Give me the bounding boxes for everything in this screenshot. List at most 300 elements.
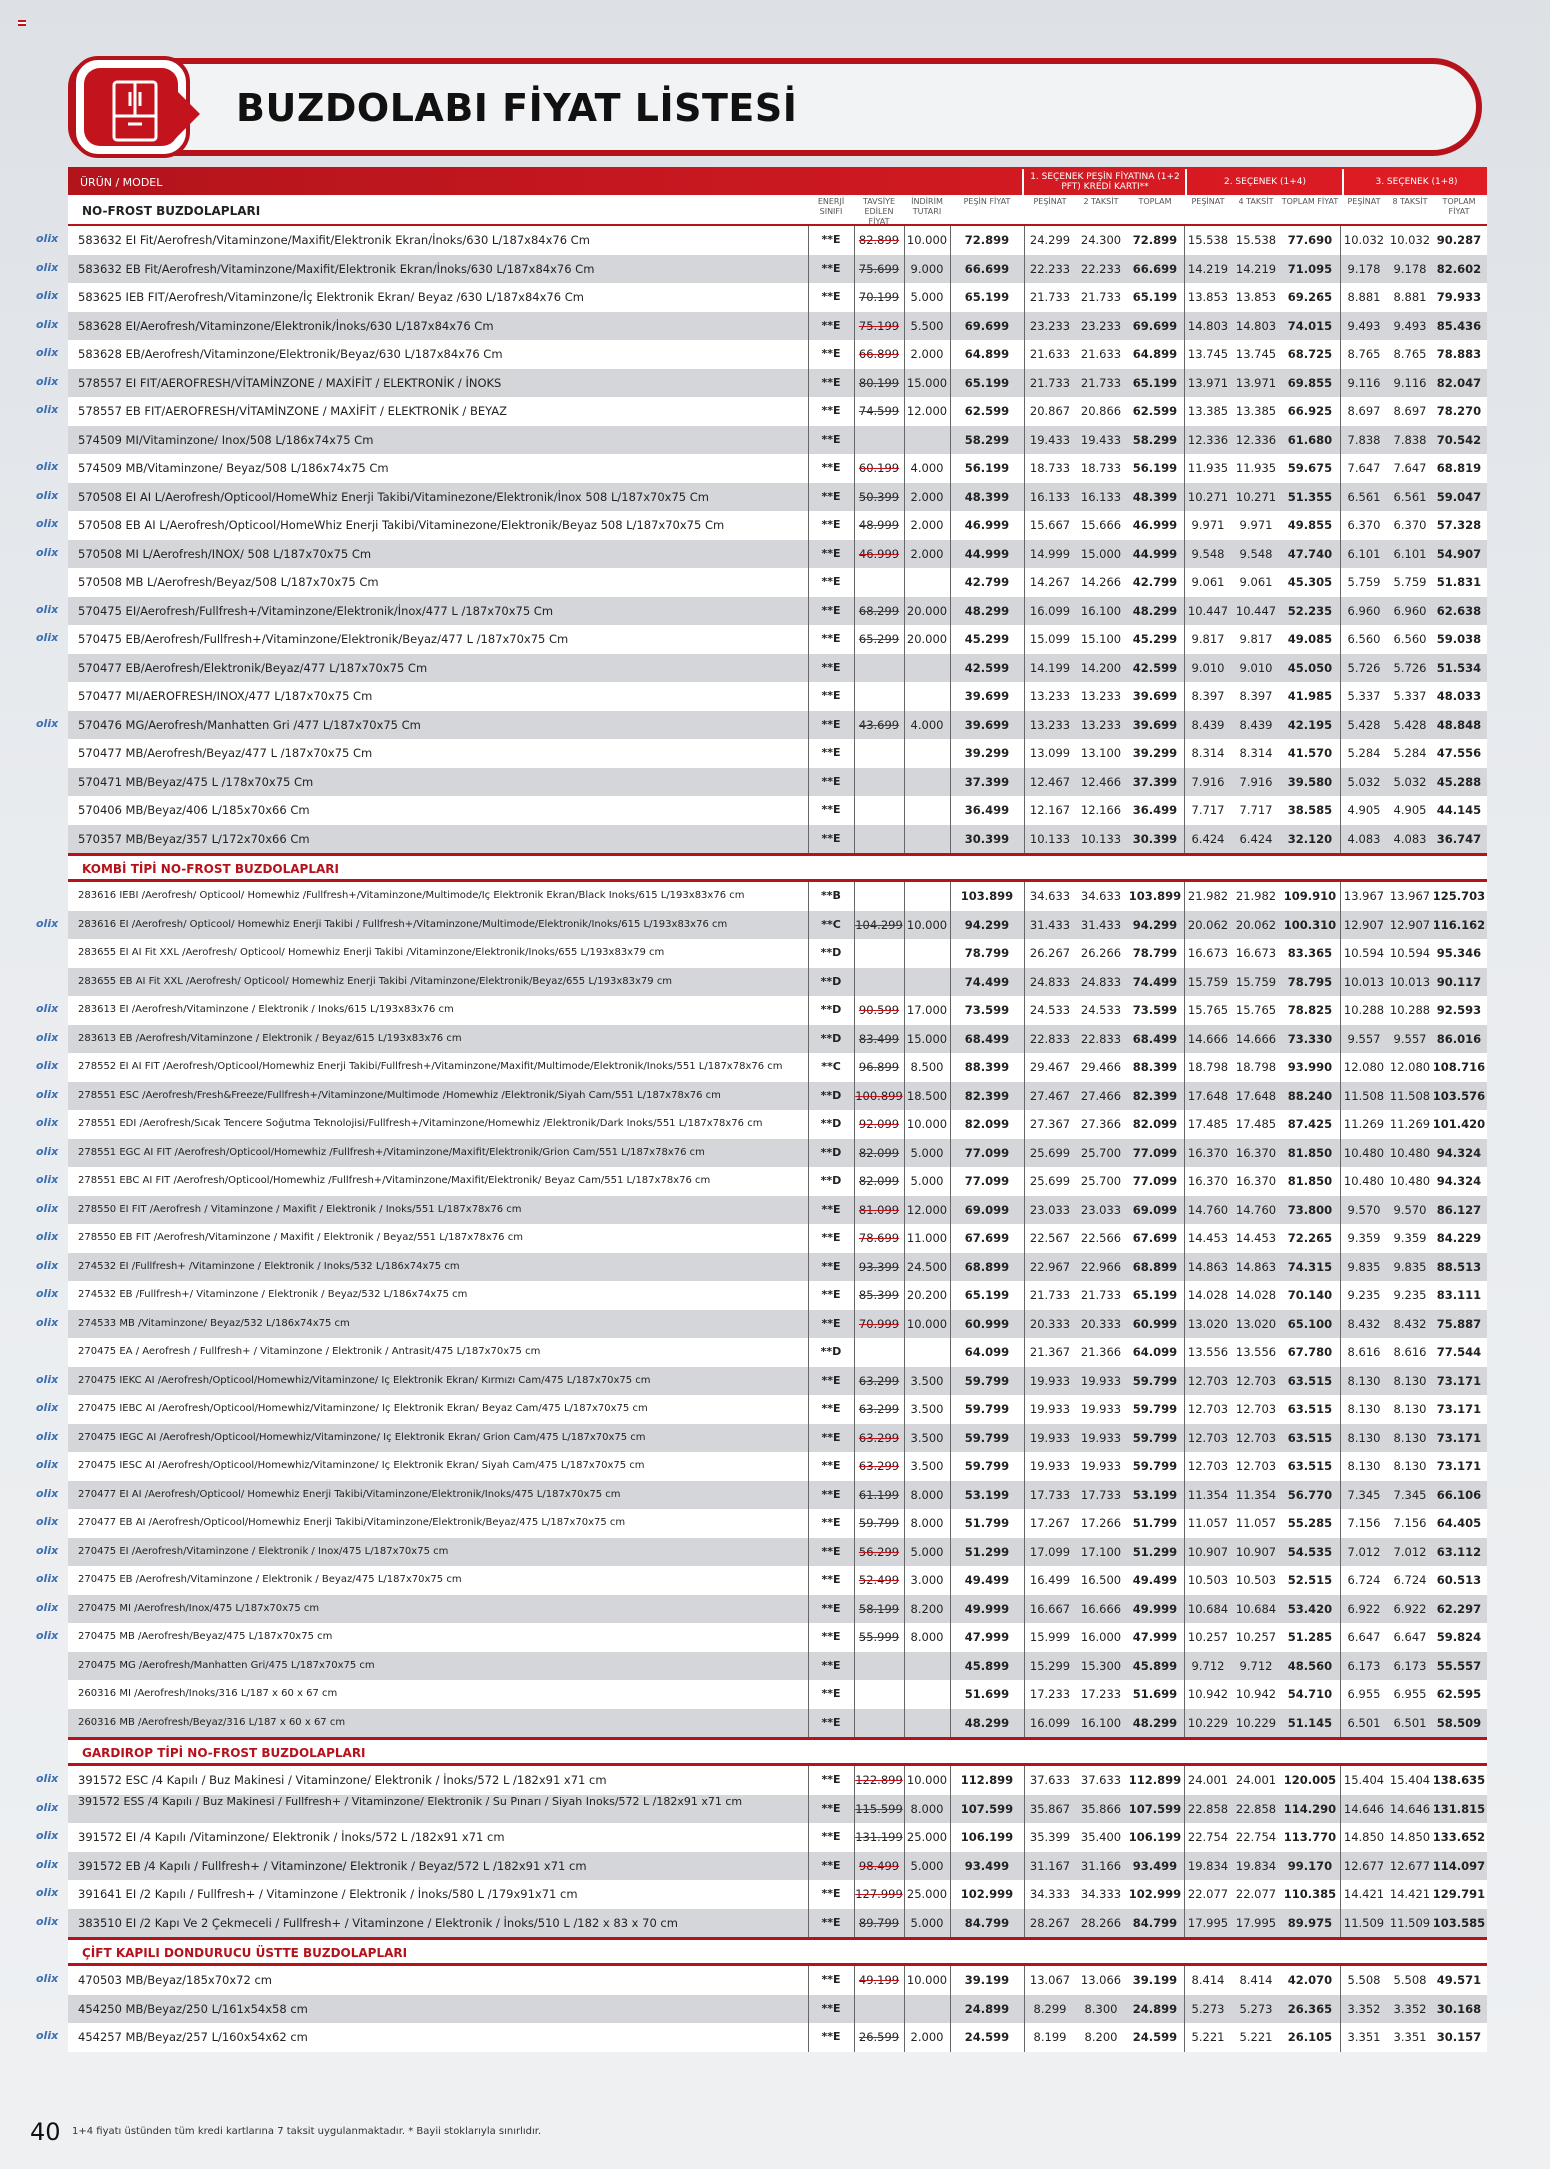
cell-i: 6.101 [1347, 546, 1381, 561]
brand-logo: olix [36, 1972, 59, 1985]
column-divider [854, 1766, 855, 1795]
cell-f: 8.314 [1191, 746, 1225, 760]
cell-i: 7.012 [1347, 1544, 1381, 1559]
column-divider [1024, 968, 1025, 997]
cell-b: 27.366 [1080, 1117, 1122, 1131]
cell-i: 8.765 [1347, 347, 1381, 361]
column-divider [904, 1224, 905, 1253]
cell-g: 9.971 [1239, 518, 1273, 532]
brand-logo: olix [36, 460, 59, 473]
cell-k: 90.287 [1436, 233, 1482, 247]
cell-h: 63.515 [1287, 1373, 1333, 1388]
header-option2: 2. SEÇENEK (1+4) [1185, 169, 1343, 195]
column-divider [1184, 625, 1185, 654]
column-divider [854, 226, 855, 255]
cell-b: 25.700 [1080, 1174, 1122, 1188]
column-divider [854, 255, 855, 284]
column-divider [854, 597, 855, 626]
cell-g: 20.062 [1235, 917, 1277, 932]
column-divider [808, 911, 809, 940]
cell-j: 6.370 [1393, 518, 1427, 532]
cell-i: 7.345 [1347, 1487, 1381, 1502]
energy-class: **E [821, 1801, 841, 1815]
cell-i: 6.960 [1347, 603, 1381, 618]
column-divider [854, 340, 855, 369]
column-divider [1184, 739, 1185, 768]
cell-c: 107.599 [1128, 1801, 1182, 1816]
cell-b: 35.866 [1080, 1801, 1122, 1816]
table-row [36, 1452, 1487, 1481]
cell-d: 2.000 [910, 489, 944, 504]
cell-g: 17.995 [1235, 1915, 1277, 1930]
cell-s: 96.899 [858, 1060, 900, 1074]
column-divider [950, 1595, 951, 1624]
cell-h: 61.680 [1287, 432, 1333, 447]
cell-g: 16.370 [1235, 1145, 1277, 1160]
column-divider [950, 1995, 951, 2024]
table-row [68, 882, 1487, 911]
column-divider [950, 1538, 951, 1567]
cell-p: 47.999 [964, 1630, 1010, 1644]
column-divider [950, 397, 951, 426]
model-name: 570508 MI L/Aerofresh/INOX/ 508 L/187x70x75 Cm [78, 546, 372, 561]
energy-class: **D [820, 1145, 842, 1159]
column-divider [904, 312, 905, 341]
cell-a: 23.033 [1029, 1202, 1071, 1217]
column-divider [808, 939, 809, 968]
column-divider [808, 1053, 809, 1082]
cell-b: 20.866 [1080, 404, 1122, 418]
energy-class: **E [821, 2001, 841, 2015]
cell-a: 25.699 [1029, 1145, 1071, 1160]
cell-a: 14.267 [1029, 575, 1071, 589]
cell-p: 64.899 [964, 347, 1010, 361]
column-divider [950, 1196, 951, 1225]
cell-s: 63.299 [858, 1373, 900, 1388]
column-divider [1340, 1795, 1341, 1824]
energy-class: **E [821, 461, 841, 474]
column-divider [904, 1709, 905, 1738]
column-divider [808, 1367, 809, 1396]
column-divider [808, 1452, 809, 1481]
cell-s: 48.999 [858, 518, 900, 532]
cell-g: 9.817 [1239, 632, 1273, 646]
column-divider [1340, 1680, 1341, 1709]
column-divider [808, 426, 809, 455]
cell-b: 31.166 [1080, 1858, 1122, 1873]
cell-j: 6.922 [1393, 1601, 1427, 1616]
column-divider [904, 1852, 905, 1881]
brand-logo: olix [36, 346, 59, 359]
section-title: ÇİFT KAPILI DONDURUCU ÜSTTE BUZDOLAPLARI [82, 1946, 408, 1960]
brand-logo: olix [36, 716, 59, 730]
cell-f: 10.907 [1187, 1544, 1229, 1559]
cell-j: 9.835 [1393, 1259, 1427, 1274]
model-name: 270475 IEKC AI /Aerofresh/Opticool/Homewhiz/Vitaminzone/ İç Elektronik Ekran/ Kırmızı Cam/475 L/187x70x75 cm [78, 1374, 651, 1386]
cell-j: 8.881 [1393, 290, 1427, 304]
brand-logo: olix [36, 2029, 59, 2042]
cell-c: 68.499 [1132, 1031, 1178, 1046]
cell-i: 5.508 [1347, 1973, 1381, 1987]
table-row [36, 397, 1487, 426]
cell-s: 43.699 [858, 717, 900, 732]
model-name: 270475 IESC AI /Aerofresh/Opticool/Homewhiz/Vitaminzone/ İç Elektronik Ekran/ Siyah Cam/475 L/187x70x75 cm [78, 1460, 645, 1471]
cell-d: 8.000 [910, 1630, 944, 1644]
column-divider [1184, 1082, 1185, 1111]
column-divider [808, 1338, 809, 1367]
column-divider [950, 911, 951, 940]
cell-p: 77.099 [964, 1174, 1010, 1188]
cell-k: 82.602 [1436, 261, 1482, 276]
column-divider [950, 882, 951, 911]
model-name: 270475 EA / Aerofresh / Fullfresh+ / Vitaminzone / Elektronik / Antrasit/475 L/187x70x75 cm [78, 1346, 541, 1357]
cell-g: 15.538 [1235, 233, 1277, 247]
column-divider [1024, 768, 1025, 797]
column-divider [808, 1852, 809, 1881]
table-row [36, 340, 1487, 369]
cell-g: 24.001 [1235, 1773, 1277, 1787]
column-divider [854, 1139, 855, 1168]
column-divider [808, 711, 809, 740]
column-divider [1184, 1481, 1185, 1510]
cell-i: 9.178 [1347, 261, 1381, 276]
column-divider [1340, 1852, 1341, 1881]
cell-d: 24.500 [906, 1259, 948, 1274]
cell-g: 7.717 [1239, 803, 1273, 817]
cell-g: 13.385 [1235, 404, 1277, 418]
column-divider [808, 1623, 809, 1652]
brand-logo: olix [36, 403, 59, 416]
cell-f: 9.061 [1191, 575, 1225, 589]
cell-s: 46.999 [858, 546, 900, 561]
cell-j: 12.080 [1389, 1060, 1431, 1074]
cell-a: 17.099 [1029, 1544, 1071, 1559]
table-row [36, 1139, 1487, 1168]
cell-j: 13.967 [1389, 889, 1431, 903]
column-divider [854, 1652, 855, 1681]
cell-f: 9.817 [1191, 632, 1225, 646]
cell-k: 64.405 [1436, 1516, 1482, 1530]
table-row [36, 1966, 1487, 1995]
cell-h: 41.985 [1287, 689, 1333, 703]
column-divider [904, 397, 905, 426]
cell-c: 62.599 [1132, 404, 1178, 418]
column-divider [1340, 1281, 1341, 1310]
cell-c: 53.199 [1132, 1487, 1178, 1502]
cell-g: 14.219 [1235, 261, 1277, 276]
column-divider [854, 1452, 855, 1481]
cell-a: 20.867 [1029, 404, 1071, 418]
column-divider [950, 1509, 951, 1538]
cell-k: 94.324 [1436, 1174, 1482, 1188]
column-divider [1340, 1623, 1341, 1652]
section-title: NO-FROST BUZDOLAPLARI [82, 204, 261, 218]
cell-h: 49.085 [1287, 632, 1333, 646]
cell-k: 86.127 [1436, 1202, 1482, 1217]
cell-i: 6.561 [1347, 489, 1381, 504]
column-divider [1184, 454, 1185, 483]
column-divider [854, 1424, 855, 1453]
column-divider [1024, 1538, 1025, 1567]
cell-k: 68.819 [1436, 461, 1482, 475]
column-divider [854, 911, 855, 940]
column-divider [904, 825, 905, 854]
cell-f: 10.257 [1187, 1630, 1229, 1644]
cell-a: 22.833 [1029, 1031, 1071, 1046]
cell-i: 12.080 [1343, 1060, 1385, 1074]
cell-k: 62.595 [1436, 1687, 1482, 1701]
cell-k: 101.420 [1432, 1117, 1486, 1131]
cell-g: 8.414 [1239, 1973, 1273, 1987]
column-divider [904, 1652, 905, 1681]
cell-p: 58.299 [964, 432, 1010, 447]
cell-c: 82.399 [1132, 1088, 1178, 1103]
cell-p: 24.899 [964, 2001, 1010, 2016]
cell-c: 60.999 [1132, 1316, 1178, 1331]
cell-c: 47.999 [1132, 1630, 1178, 1644]
column-divider [808, 597, 809, 626]
column-divider [1184, 540, 1185, 569]
cell-g: 10.942 [1235, 1687, 1277, 1701]
column-divider [1340, 1025, 1341, 1054]
column-divider [854, 711, 855, 740]
column-divider [950, 1880, 951, 1909]
cell-f: 13.020 [1187, 1316, 1229, 1331]
cell-a: 14.999 [1029, 546, 1071, 561]
column-divider [904, 369, 905, 398]
column-divider [808, 1025, 809, 1054]
cell-j: 8.697 [1393, 404, 1427, 418]
cell-d: 3.500 [910, 1402, 944, 1416]
cell-j: 12.677 [1389, 1858, 1431, 1873]
cell-k: 95.346 [1436, 946, 1482, 960]
cell-j: 7.647 [1393, 461, 1427, 475]
cell-d: 10.000 [906, 1773, 948, 1787]
energy-class: **E [821, 1915, 841, 1929]
column-divider [1340, 1595, 1341, 1624]
column-divider [1340, 597, 1341, 626]
table-row [36, 369, 1487, 398]
cell-a: 13.067 [1029, 1973, 1071, 1987]
column-divider [904, 597, 905, 626]
column-divider [1340, 1167, 1341, 1196]
column-divider [950, 1310, 951, 1339]
column-divider [904, 1595, 905, 1624]
cell-f: 11.935 [1187, 461, 1229, 475]
cell-s: 92.099 [858, 1117, 900, 1131]
column-subheader [68, 195, 1487, 226]
cell-a: 27.367 [1029, 1117, 1071, 1131]
energy-class: **E [821, 1259, 841, 1273]
energy-class: **C [821, 1060, 841, 1073]
cell-k: 57.328 [1436, 518, 1482, 532]
cell-b: 19.433 [1080, 432, 1122, 447]
cell-c: 106.199 [1128, 1830, 1182, 1844]
cell-k: 86.016 [1436, 1031, 1482, 1046]
energy-class: **E [821, 1288, 841, 1301]
column-divider [1024, 1053, 1025, 1082]
cell-p: 64.099 [964, 1345, 1010, 1359]
energy-class: **D [820, 1117, 842, 1130]
column-divider [854, 568, 855, 597]
column-divider [1184, 1367, 1185, 1396]
cell-i: 3.351 [1347, 2030, 1381, 2044]
model-name: 574509 MB/Vitaminzone/ Beyaz/508 L/186x74x75 Cm [78, 461, 389, 475]
col-header-o2_cash: PEŞİNAT [1191, 197, 1225, 206]
energy-class: **E [821, 1830, 841, 1843]
column-divider [808, 1566, 809, 1595]
column-divider [1340, 1709, 1341, 1738]
cell-s: 85.399 [858, 1288, 900, 1302]
cell-i: 3.352 [1347, 2001, 1381, 2016]
table-row [36, 711, 1487, 740]
column-divider [854, 825, 855, 854]
cell-c: 64.099 [1132, 1345, 1178, 1359]
column-divider [950, 454, 951, 483]
column-divider [1024, 1481, 1025, 1510]
cell-i: 6.370 [1347, 518, 1381, 532]
cell-g: 22.754 [1235, 1830, 1277, 1844]
table-row [36, 1053, 1487, 1082]
column-divider [1340, 369, 1341, 398]
table-row [36, 625, 1487, 654]
cell-k: 58.509 [1436, 1715, 1482, 1730]
model-name: 270475 IEBC AI /Aerofresh/Opticool/Homewhiz/Vitaminzone/ İç Elektronik Ekran/ Beyaz Cam/475 L/187x70x75 cm [78, 1403, 648, 1414]
column-divider [808, 968, 809, 997]
column-divider [1340, 1909, 1341, 1938]
column-divider [808, 1196, 809, 1225]
column-divider [1024, 397, 1025, 426]
cell-k: 138.635 [1432, 1773, 1486, 1787]
column-divider [950, 369, 951, 398]
cell-k: 51.534 [1436, 660, 1482, 675]
table-row [36, 1424, 1487, 1453]
model-name: 278551 EBC AI FIT /Aerofresh/Opticool/Homewhiz /Fullfresh+/Vitaminzone/Maxifit/Elektronik/ Beyaz Cam/551 L/187x78x76 cm [78, 1175, 711, 1186]
brand-logo: olix [36, 317, 59, 331]
cell-p: 73.599 [964, 1003, 1010, 1017]
cell-c: 84.799 [1132, 1915, 1178, 1930]
column-divider [1024, 1709, 1025, 1738]
energy-class: **E [821, 717, 841, 731]
cell-p: 39.699 [964, 689, 1010, 703]
table-row [68, 825, 1487, 854]
brand-logo: olix [36, 1401, 59, 1414]
cell-k: 36.747 [1436, 831, 1482, 846]
cell-b: 17.266 [1080, 1516, 1122, 1530]
brand-logo: olix [36, 1087, 59, 1101]
cell-d: 20.200 [906, 1288, 948, 1302]
cell-i: 10.288 [1343, 1003, 1385, 1017]
energy-class: **D [820, 1174, 842, 1187]
model-name: 260316 MB /Aerofresh/Beyaz/316 L/187 x 60 x 67 cm [78, 1716, 346, 1728]
table-row [36, 1281, 1487, 1310]
column-divider [904, 1680, 905, 1709]
column-divider [1024, 882, 1025, 911]
column-divider [1340, 1481, 1341, 1510]
cell-c: 77.099 [1132, 1145, 1178, 1160]
cell-k: 63.112 [1436, 1544, 1482, 1559]
model-name: 283613 EB /Aerofresh/Vitaminzone / Elektronik / Beyaz/615 L/193x83x76 cm [78, 1032, 462, 1044]
column-divider [950, 939, 951, 968]
cell-b: 23.033 [1080, 1202, 1122, 1217]
cell-a: 23.233 [1029, 318, 1071, 333]
cell-a: 21.367 [1029, 1345, 1071, 1359]
cell-g: 9.061 [1239, 575, 1273, 589]
cell-c: 42.599 [1132, 660, 1178, 675]
cell-g: 15.765 [1235, 1003, 1277, 1017]
cell-h: 77.690 [1287, 233, 1333, 247]
cell-f: 10.271 [1187, 489, 1229, 504]
column-divider [950, 1852, 951, 1881]
column-divider [1024, 597, 1025, 626]
cell-c: 103.899 [1128, 889, 1182, 903]
cell-p: 24.599 [964, 2030, 1010, 2044]
column-divider [1184, 1025, 1185, 1054]
cell-j: 8.765 [1393, 347, 1427, 361]
section-header [68, 1737, 1487, 1766]
energy-class: **E [821, 1687, 841, 1700]
model-name: 570477 MI/AEROFRESH/INOX/477 L/187x70x75 Cm [78, 689, 373, 703]
cell-a: 16.667 [1029, 1601, 1071, 1616]
cell-s: 26.599 [858, 2030, 900, 2044]
cell-s: 131.199 [855, 1830, 903, 1844]
column-divider [1024, 911, 1025, 940]
energy-class: **C [821, 917, 841, 931]
cell-c: 39.199 [1132, 1973, 1178, 1987]
energy-class: **E [821, 1231, 841, 1244]
cell-p: 106.199 [960, 1830, 1014, 1844]
column-divider [1024, 1909, 1025, 1938]
cell-i: 5.284 [1347, 746, 1381, 760]
brand-logo: olix [36, 374, 59, 388]
column-divider [808, 454, 809, 483]
cell-b: 24.833 [1080, 974, 1122, 989]
cell-a: 10.133 [1029, 831, 1071, 846]
cell-f: 21.982 [1187, 889, 1229, 903]
cell-b: 19.933 [1080, 1459, 1122, 1473]
cell-f: 7.916 [1191, 774, 1225, 789]
column-divider [1340, 882, 1341, 911]
table-row [68, 1338, 1487, 1367]
section-header [68, 1937, 1487, 1966]
cell-s: 50.399 [858, 489, 900, 504]
column-divider [854, 654, 855, 683]
cell-j: 6.101 [1393, 546, 1427, 561]
cell-g: 16.370 [1235, 1174, 1277, 1188]
energy-class: **E [821, 546, 841, 560]
column-divider [1340, 1538, 1341, 1567]
cell-b: 24.533 [1080, 1003, 1122, 1017]
column-divider [1024, 226, 1025, 255]
col-header-energy: ENERJİ SINIFI [817, 197, 845, 216]
cell-j: 5.508 [1393, 1973, 1427, 1987]
cell-i: 5.726 [1347, 660, 1381, 675]
column-divider [1340, 1338, 1341, 1367]
column-divider [904, 711, 905, 740]
column-divider [1340, 568, 1341, 597]
column-divider [950, 1966, 951, 1995]
col-header-o1_total: TOPLAM [1138, 197, 1172, 206]
cell-f: 15.538 [1187, 233, 1229, 247]
cell-k: 114.097 [1432, 1858, 1486, 1873]
cell-h: 48.560 [1287, 1658, 1333, 1673]
brand-logo: olix [36, 1857, 59, 1871]
model-name: 283613 EI /Aerofresh/Vitaminzone / Elektronik / İnoks/615 L/193x83x76 cm [78, 1004, 454, 1015]
cell-g: 14.803 [1235, 318, 1277, 333]
model-name: 583628 EB/Aerofresh/Vitaminzone/Elektronik/Beyaz/630 L/187x84x76 Cm [78, 347, 503, 361]
cell-d: 4.000 [910, 461, 944, 475]
cell-p: 46.999 [964, 518, 1010, 532]
